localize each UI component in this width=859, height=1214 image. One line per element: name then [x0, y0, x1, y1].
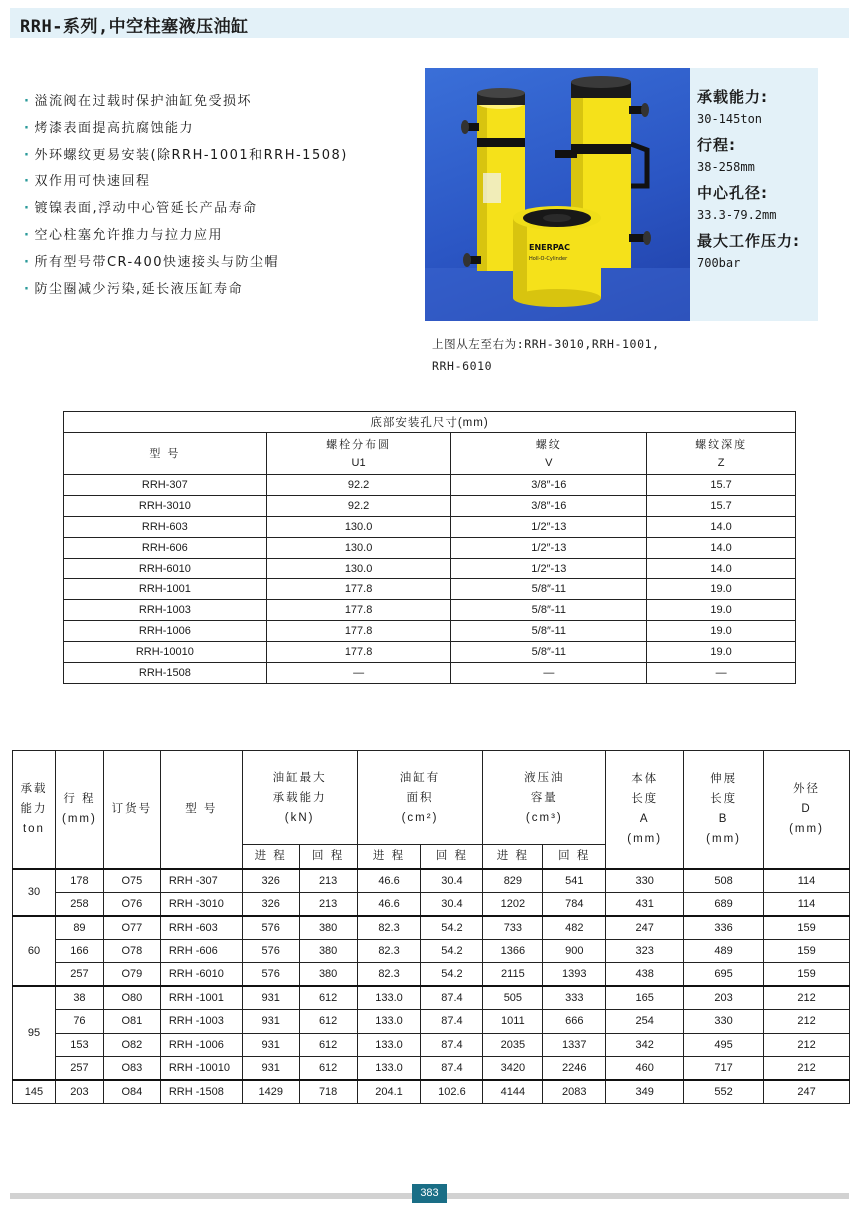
photo-caption: 上图从左至右为:RRH-3010,RRH-1001, RRH-6010: [432, 337, 660, 373]
spec-table: 承载 能力 ton 行 程 (mm) 订货号 型 号 油缸最大 承载能力 (kN) 油缸有 面积 (cm²) 液压油 容量 (cm³) 本体 长度 A (mm) 伸展 长度 B (mm) 外径 D (mm) 进 程 回 程 进 程 回 程 进 程 回 程 30 178 O75 RRH -307 326 213 46.6 30.4 829 541 330 508 114 258 O76 RRH -3010 326 213 46.6 30.4 1202 784 431 689 114 60 89 O77 RRH -603 576 380 82.3 54.2 733 482 247 336 159 166 O78 RRH -606 576 380 82.3 54.2 1366 900 323 489 159 257 O79 RRH -6010 576 380 82.3 54.2 2115 1393 438 695 159 95 38 O80 RRH -1001 931 612 133.0 87.4 505 333 165 203 212 76 O81 RRH -1003 931 612 133.0 87.4 1011 666 254 330 212 153 O82 RRH -1006 931 612 133.0 87.4 2035 1337 342 495 212 257 O83 RRH -10010 931 612 133.0 87.4 3420 2246 460 717 212 145 203 O84 RRH -1508 1429 718 204.1 102.6 4144 2083 349 552 247: [12, 750, 850, 1104]
capacity-cell: 95: [13, 986, 56, 1080]
table-row: RRH-307 92.2 3/8″-16 15.7: [64, 475, 796, 496]
table-row: 258 O76 RRH -3010 326 213 46.6 30.4 1202 784 431 689 114: [13, 892, 850, 916]
col-header-area: 油缸有 面积 (cm²): [357, 751, 483, 845]
stroke-label: 行程:: [697, 136, 736, 154]
feature-list: [24, 92, 404, 306]
col-header-stroke: 行 程 (mm): [55, 751, 103, 869]
mounting-hole-table: [63, 411, 796, 684]
table-row: 30 178 O75 RRH -307 326 213 46.6 30.4 829 541 330 508 114: [13, 869, 850, 893]
table-row: RRH-10010 177.8 5/8″-11 19.0: [64, 642, 796, 663]
col-header-v: 螺纹 V: [451, 433, 647, 475]
table-row: RRH-1003 177.8 5/8″-11 19.0: [64, 600, 796, 621]
product-label: Holl-O-Cylinder: [529, 256, 568, 262]
table-row: 145 203 O84 RRH -1508 1429 718 204.1 102.6 4144 2083 349 552 247: [13, 1080, 850, 1104]
capacity-cell: 60: [13, 916, 56, 987]
pressure-label: 最大工作压力:: [697, 232, 800, 250]
table-row: RRH-6010 130.0 1/2″-13 14.0: [64, 558, 796, 579]
table-row: RRH-3010 92.2 3/8″-16 15.7: [64, 495, 796, 516]
bullet-icon: ·: [24, 94, 31, 109]
bore-value: 33.3-79.2mm: [697, 208, 777, 222]
table-row: 95 38 O80 RRH -1001 931 612 133.0 87.4 505 333 165 203 212: [13, 986, 850, 1010]
pressure-value: 700bar: [697, 256, 741, 270]
col-header-z: 螺纹深度 Z: [647, 433, 796, 475]
page-title: RRH-系列,中空柱塞液压油缸: [20, 17, 249, 37]
table-row: RRH-1001 177.8 5/8″-11 19.0: [64, 579, 796, 600]
col-header-oil: 液压油 容量 (cm³): [483, 751, 606, 845]
col-header-max-capacity: 油缸最大 承载能力 (kN): [242, 751, 357, 845]
feature-item: · 外环螺纹更易安装(除RRH-1001和RRH-1508): [24, 147, 348, 163]
cylinders-illustration: [425, 68, 690, 321]
feature-item: · 所有型号带CR-400快速接头与防尘帽: [24, 254, 280, 270]
feature-item: · 空心柱塞允许推力与拉力应用: [24, 227, 223, 243]
feature-item: · 烤漆表面提高抗腐蚀能力: [24, 120, 194, 136]
table-row: RRH-1508 — — —: [64, 663, 796, 684]
title-bar: [10, 8, 849, 38]
table-row: RRH-606 130.0 1/2″-13 14.0: [64, 537, 796, 558]
capacity-cell: 145: [13, 1080, 56, 1104]
table-row: 257 O83 RRH -10010 931 612 133.0 87.4 3420 2246 460 717 212: [13, 1057, 850, 1081]
bullet-icon: ·: [24, 147, 31, 163]
bore-label: 中心孔径:: [697, 184, 768, 202]
cylinder-front: [513, 206, 601, 307]
bullet-icon: ·: [24, 227, 31, 243]
bullet-icon: ·: [24, 201, 31, 217]
feature-item: · 镀镍表面,浮动中心管延长产品寿命: [24, 201, 258, 217]
table-row: 166 O78 RRH -606 576 380 82.3 54.2 1366 900 323 489 159: [13, 939, 850, 963]
feature-item: · 溢流阀在过载时保护油缸免受损坏: [24, 94, 252, 109]
col-header-body-length: 本体 长度 A (mm): [606, 751, 684, 869]
col-header-extended-length: 伸展 长度 B (mm): [684, 751, 764, 869]
col-header-capacity: 承载 能力 ton: [13, 751, 56, 869]
capacity-label: 承载能力:: [697, 88, 768, 106]
bullet-icon: ·: [24, 120, 31, 136]
col-header-outer-diameter: 外径 D (mm): [764, 751, 850, 869]
table-row: 60 89 O77 RRH -603 576 380 82.3 54.2 733 482 247 336 159: [13, 916, 850, 940]
table-row: 76 O81 RRH -1003 931 612 133.0 87.4 1011 666 254 330 212: [13, 1010, 850, 1034]
stroke-value: 38-258mm: [697, 160, 755, 174]
col-header-u1: 螺栓分布圆 U1: [266, 433, 451, 475]
table-row: 153 O82 RRH -1006 931 612 133.0 87.4 2035 1337 342 495 212: [13, 1033, 850, 1057]
col-header-model: 型 号: [160, 751, 242, 869]
product-photo: [425, 68, 690, 321]
table-row: RRH-603 130.0 1/2″-13 14.0: [64, 516, 796, 537]
feature-item: · 防尘圈减少污染,延长液压缸寿命: [24, 281, 244, 297]
table-row: RRH-1006 177.8 5/8″-11 19.0: [64, 621, 796, 642]
table-row: 257 O79 RRH -6010 576 380 82.3 54.2 2115 1393 438 695 159: [13, 963, 850, 987]
table-title: 底部安装孔尺寸(mm): [64, 412, 796, 433]
feature-item: · 双作用可快速回程: [24, 174, 151, 190]
bullet-icon: ·: [24, 281, 31, 297]
capacity-value: 30-145ton: [697, 112, 763, 126]
bullet-icon: ·: [24, 254, 31, 270]
col-header-model: 型 号: [64, 433, 267, 475]
brand-logo: ENERPAC: [529, 243, 570, 252]
spec-panel: [690, 68, 818, 321]
page-number: 383: [412, 1184, 447, 1203]
col-header-order: 订货号: [103, 751, 160, 869]
capacity-cell: 30: [13, 869, 56, 916]
bullet-icon: ·: [24, 174, 31, 190]
